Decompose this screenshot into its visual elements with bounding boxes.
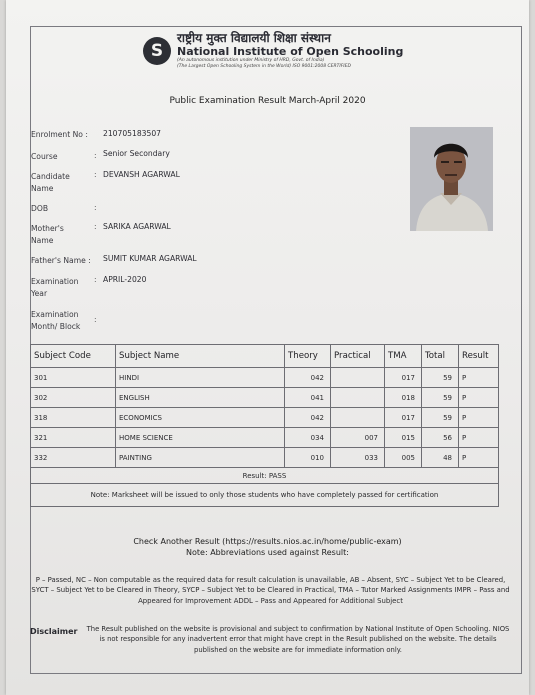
disclaimer-text: The Result published on the website is provisional and subject to confirmation by National Institute of Open Schooling. NIOS is not responsible for any inadvertent error that might have crept in the Result published on the website. The details published on the website are for immediate information only.: [86, 625, 510, 654]
exam-year-label-2: Year: [31, 289, 48, 298]
check-section: [0, 536, 535, 558]
cell-practical: 007: [331, 428, 385, 448]
cell-practical: [331, 388, 385, 408]
org-subtitle-2: (The Largest Open Schooling System in the World) ISO 9001:2008 CERTIFIED: [177, 63, 351, 69]
dob-colon: :: [94, 203, 97, 212]
cell-practical: 033: [331, 448, 385, 468]
certification-note: Note: Marksheet will be issued to only those students who have completely passed for certification: [31, 484, 499, 507]
disclaimer-label: Disclaimer: [30, 627, 78, 636]
cell-name: PAINTING: [116, 448, 285, 468]
cell-result: P: [459, 408, 499, 428]
exam-month-label: [31, 309, 80, 333]
cell-theory: 042: [285, 408, 331, 428]
cell-theory: 034: [285, 428, 331, 448]
cell-code: 318: [31, 408, 116, 428]
org-name: National Institute of Open Schooling: [177, 45, 404, 58]
enrolment-value: 210705183507: [103, 129, 161, 138]
table-row: [31, 428, 499, 448]
check-another-link[interactable]: Check Another Result (https://results.nios.ac.in/home/public-exam): [133, 537, 402, 546]
cell-tma: 017: [385, 368, 422, 388]
table-row: [31, 388, 499, 408]
exam-month-label-1: Examination: [31, 310, 79, 319]
mother-colon: :: [94, 222, 97, 231]
cell-name: ENGLISH: [116, 388, 285, 408]
cell-practical: [331, 408, 385, 428]
th-subject-name: Subject Name: [116, 345, 285, 368]
th-subject-code: Subject Code: [31, 345, 116, 368]
cell-result: P: [459, 448, 499, 468]
cell-code: 332: [31, 448, 116, 468]
candidate-label-2: Name: [31, 184, 54, 193]
cell-total: 48: [422, 448, 459, 468]
candidate-photo-image: [410, 127, 493, 231]
candidate-colon: :: [94, 170, 97, 179]
note-row: [31, 484, 499, 507]
result-row: [31, 468, 499, 484]
cell-result: P: [459, 368, 499, 388]
cell-tma: 005: [385, 448, 422, 468]
mother-label-1: Mother's: [31, 224, 64, 233]
dob-label: DOB: [31, 204, 49, 213]
candidate-photo: [410, 127, 493, 231]
cell-name: HOME SCIENCE: [116, 428, 285, 448]
exam-year-label-1: Examination: [31, 277, 79, 286]
cell-theory: 042: [285, 368, 331, 388]
th-theory: Theory: [285, 345, 331, 368]
org-block: [177, 32, 403, 69]
table-row: [31, 448, 499, 468]
cell-name: HINDI: [116, 368, 285, 388]
th-tma: TMA: [385, 345, 422, 368]
father-label: Father's Name :: [31, 256, 91, 265]
exam-year-label: [31, 276, 78, 300]
candidate-value: DEVANSH AGARWAL: [103, 170, 180, 179]
cell-total: 59: [422, 408, 459, 428]
cell-tma: 018: [385, 388, 422, 408]
abbr-text: P – Passed, NC – Non computable as the required data for result calculation is unavailable, AB – Absent, SYC – Subject Yet to be Cleared, SYCT – Subject Yet to be Cleared in Theory, SYCP – Subject Yet to be Cleared in Practical, TMA – Tutor Marked Assignments IMPR – Pass and Appeared for Improvement ADDL – Pass and Appeared for Additional Subject: [31, 576, 510, 605]
nios-logo-icon: S: [143, 37, 171, 65]
cell-result: P: [459, 428, 499, 448]
cell-name: ECONOMICS: [116, 408, 285, 428]
page-title: Public Examination Result March-April 2020: [169, 96, 366, 106]
overall-result: Result: PASS: [31, 468, 499, 484]
cell-theory: 041: [285, 388, 331, 408]
th-result: Result: [459, 345, 499, 368]
candidate-label: [31, 171, 70, 195]
cell-total: 59: [422, 368, 459, 388]
cell-code: 301: [31, 368, 116, 388]
father-value: SUMIT KUMAR AGARWAL: [103, 254, 197, 263]
table-row: [31, 408, 499, 428]
marks-table: [30, 344, 499, 507]
candidate-label-1: Candidate: [31, 172, 70, 181]
org-name-hindi: राष्ट्रीय मुक्त विद्यालयी शिक्षा संस्थान: [177, 31, 331, 45]
cell-result: P: [459, 388, 499, 408]
course-value: Senior Secondary: [103, 149, 170, 158]
mother-value: SARIKA AGARWAL: [103, 222, 171, 231]
abbr-heading: Note: Abbreviations used against Result:: [186, 548, 349, 557]
th-practical: Practical: [331, 345, 385, 368]
cell-code: 321: [31, 428, 116, 448]
header: [143, 32, 403, 69]
table-row: [31, 368, 499, 388]
cell-theory: 010: [285, 448, 331, 468]
cell-code: 302: [31, 388, 116, 408]
course-colon: :: [94, 151, 97, 160]
exam-year-value: APRIL-2020: [103, 275, 147, 284]
cell-practical: [331, 368, 385, 388]
org-subtitle-1: (An autonomous institution under Ministry of HRD, Govt. of India): [177, 58, 325, 63]
exam-year-colon: :: [94, 275, 97, 284]
exam-month-label-2: Month/ Block: [31, 322, 81, 331]
mother-label: [31, 223, 64, 247]
cell-tma: 017: [385, 408, 422, 428]
exam-month-colon: :: [94, 315, 97, 324]
cell-total: 56: [422, 428, 459, 448]
course-label: Course: [31, 152, 58, 161]
th-total: Total: [422, 345, 459, 368]
enrolment-label: Enrolment No :: [31, 130, 88, 139]
table-header-row: [31, 345, 499, 368]
mother-label-2: Name: [31, 236, 54, 245]
cell-total: 59: [422, 388, 459, 408]
cell-tma: 015: [385, 428, 422, 448]
